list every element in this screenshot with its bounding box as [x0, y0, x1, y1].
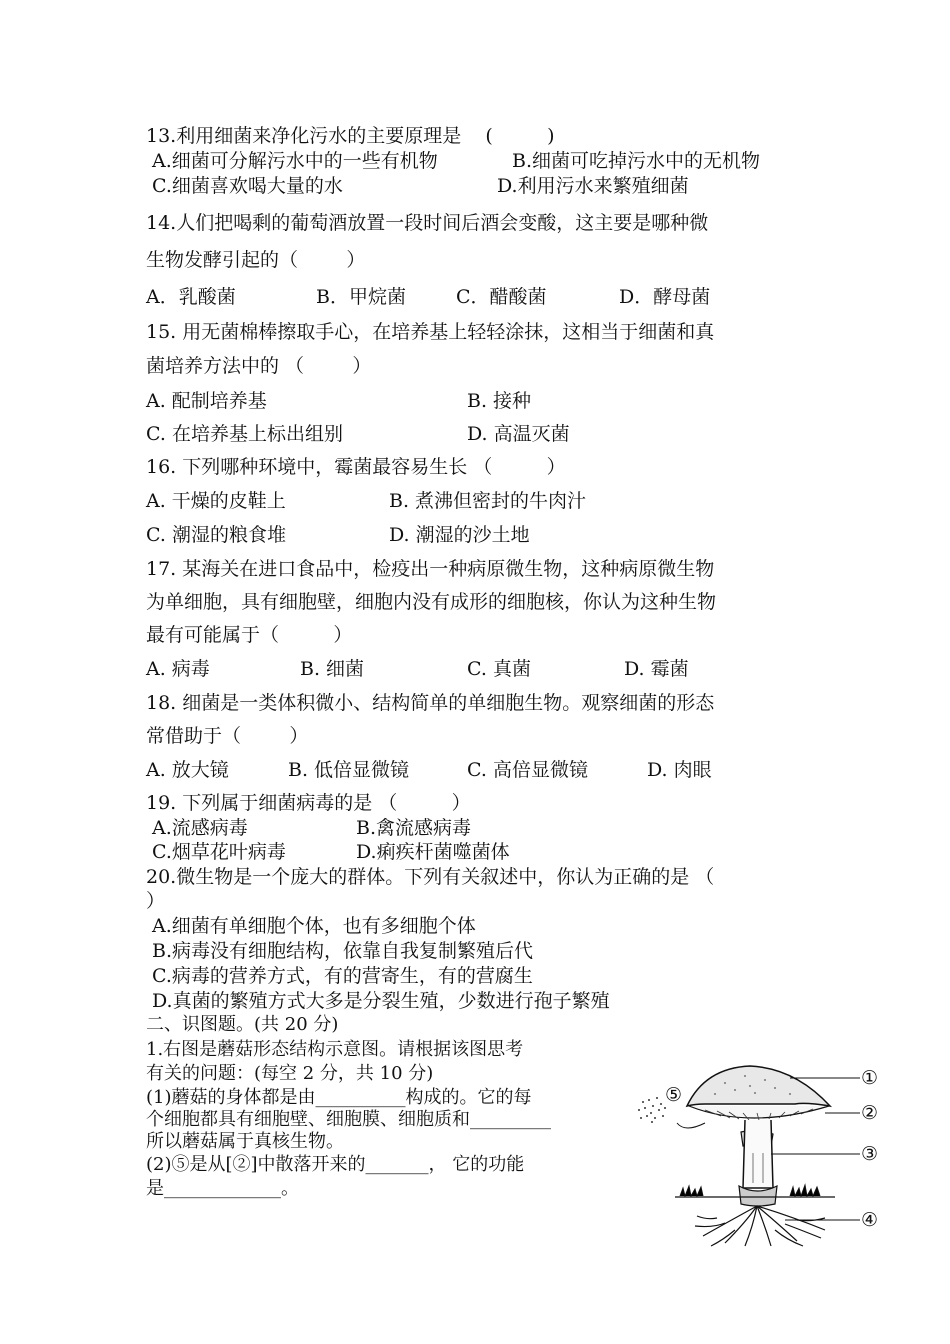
section2-q1-part2-line1: (2)⑤是从[②]中散落开来的_______， 它的功能 — [146, 1154, 525, 1175]
q18-option-c: C. 高倍显微镜 — [467, 759, 588, 781]
q16-option-a: A. 干燥的皮鞋上 — [146, 490, 286, 512]
q18-stem-line1: 18. 细菌是一类体积微小、结构简单的单细胞生物。观察细菌的形态 — [146, 692, 715, 714]
q15-stem-line2: 菌培养方法中的 （ ） — [146, 355, 372, 377]
section2-q1-part1-line3: 所以蘑菇属于真核生物。 — [146, 1131, 344, 1152]
q15-option-d: D. 高温灭菌 — [467, 423, 570, 445]
q13-option-a: A.细菌可分解污水中的一些有机物 — [152, 150, 438, 172]
q18-stem-line2: 常借助于（ ） — [146, 725, 309, 747]
q17-option-b: B. 细菌 — [300, 658, 365, 680]
q17-stem-line2: 为单细胞，具有细胞壁，细胞内没有成形的细胞核，你认为这种生物 — [146, 591, 717, 613]
q19-option-d: D.痢疾杆菌噬菌体 — [356, 841, 510, 863]
q17-stem-line3: 最有可能属于（ ） — [146, 624, 353, 646]
q20-option-b: B.病毒没有细胞结构，依靠自我复制繁殖后代 — [152, 940, 534, 962]
figure-label-5: ⑤ — [665, 1084, 683, 1106]
q15-option-c: C. 在培养基上标出组别 — [146, 423, 343, 445]
q14-stem-line2: 生物发酵引起的（ ） — [146, 249, 366, 271]
section2-q1-line2: 有关的问题：(每空 2 分，共 10 分) — [146, 1063, 434, 1084]
mushroom-diagram — [625, 1058, 885, 1248]
q17-option-a: A. 病毒 — [146, 658, 210, 680]
q14-option-b: B．甲烷菌 — [316, 286, 406, 308]
section2-q1-part2-line2: 是_____________。 — [146, 1178, 299, 1199]
figure-label-3: ③ — [861, 1143, 879, 1165]
q16-option-c: C. 潮湿的粮食堆 — [146, 524, 286, 546]
section2-heading: 二、识图题。(共 20 分) — [146, 1014, 339, 1035]
q14-stem-line1: 14.人们把喝剩的葡萄酒放置一段时间后酒会变酸，这主要是哪种微 — [146, 212, 709, 234]
q13-stem: 13.利用细菌来净化污水的主要原理是 ( ) — [146, 125, 555, 147]
q19-option-a: A.流感病毒 — [152, 817, 248, 839]
figure-label-2: ② — [861, 1102, 879, 1124]
q14-option-a: A．乳酸菌 — [146, 286, 236, 308]
q14-option-d: D．酵母菌 — [619, 286, 711, 308]
q20-option-d: D.真菌的繁殖方式大多是分裂生殖，少数进行孢子繁殖 — [152, 990, 610, 1012]
q17-option-c: C. 真菌 — [467, 658, 531, 680]
q16-option-d: D. 潮湿的沙土地 — [389, 524, 530, 546]
q13-option-b: B.细菌可吃掉污水中的无机物 — [512, 150, 761, 172]
q18-option-b: B. 低倍显微镜 — [288, 759, 410, 781]
q20-stem-line2: ） — [146, 890, 166, 912]
mushroom-illustration — [625, 1058, 885, 1248]
q13-option-c: C.细菌喜欢喝大量的水 — [152, 175, 343, 197]
q17-stem-line1: 17. 某海关在进口食品中，检疫出一种病原微生物，这种病原微生物 — [146, 558, 715, 580]
q20-option-c: C.病毒的营养方式，有的营寄生，有的营腐生 — [152, 965, 533, 987]
section2-q1-part1-line2: 个细胞都具有细胞壁、细胞膜、细胞质和_________ — [146, 1109, 551, 1130]
q15-option-a: A. 配制培养基 — [146, 390, 267, 412]
figure-label-1: ① — [861, 1067, 879, 1089]
q14-option-c: C．醋酸菌 — [456, 286, 547, 308]
figure-label-4: ④ — [861, 1209, 879, 1231]
q19-stem: 19. 下列属于细菌病毒的是 （ ） — [146, 792, 471, 814]
q15-stem-line1: 15. 用无菌棉棒擦取手心，在培养基上轻轻涂抹，这相当于细菌和真 — [146, 321, 715, 343]
q17-option-d: D. 霉菌 — [624, 658, 689, 680]
q13-option-d: D.利用污水来繁殖细菌 — [497, 175, 689, 197]
q18-option-d: D. 肉眼 — [647, 759, 712, 781]
section2-q1-part1-line1: (1)蘑菇的身体都是由__________构成的。它的每 — [146, 1087, 532, 1108]
q20-option-a: A.细菌有单细胞个体，也有多细胞个体 — [152, 915, 476, 937]
q19-option-c: C.烟草花叶病毒 — [152, 841, 286, 863]
q18-option-a: A. 放大镜 — [146, 759, 229, 781]
q16-option-b: B. 煮沸但密封的牛肉汁 — [389, 490, 587, 512]
q15-option-b: B. 接种 — [467, 390, 532, 412]
q16-stem: 16. 下列哪种环境中，霉菌最容易生长 （ ） — [146, 456, 566, 478]
q19-option-b: B.禽流感病毒 — [356, 817, 472, 839]
q20-stem-line1: 20.微生物是一个庞大的群体。下列有关叙述中，你认为正确的是 （ — [146, 866, 715, 888]
section2-q1-line1: 1.右图是蘑菇形态结构示意图。请根据该图思考 — [146, 1039, 524, 1060]
